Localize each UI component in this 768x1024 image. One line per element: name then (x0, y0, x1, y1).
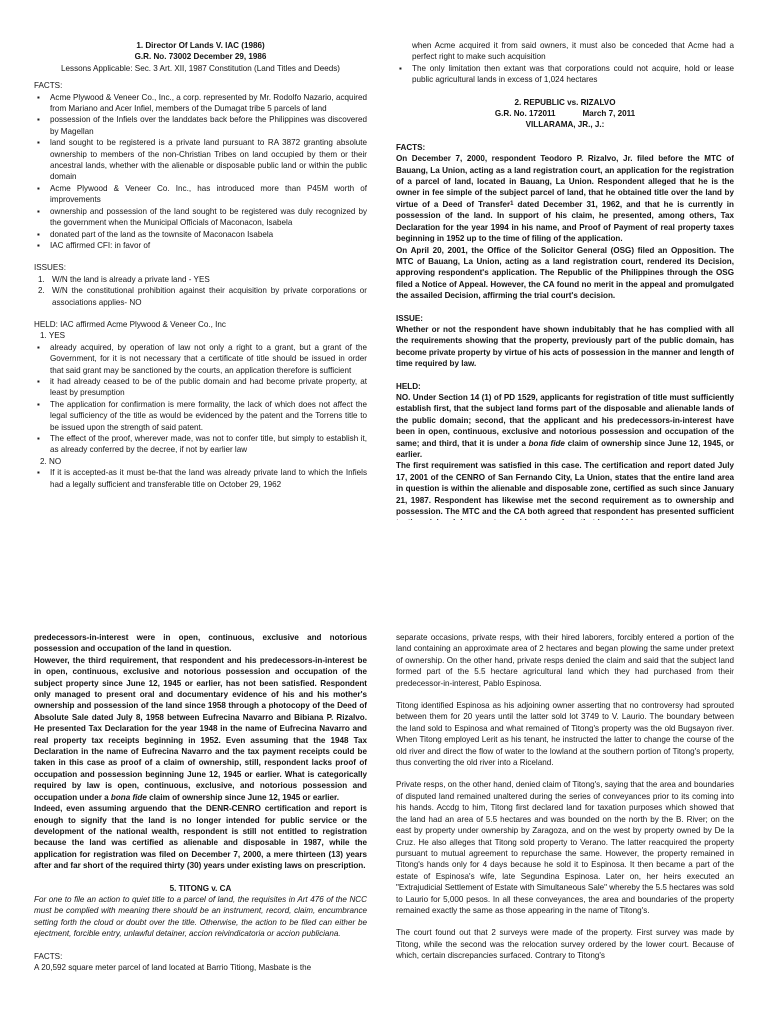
issue-heading: ISSUE: (396, 313, 423, 323)
right-column (396, 40, 734, 529)
facts-paragraph: Titong identified Espinosa as his adjoining owner asserting that no controversy had sprouted between them for 20 years until the latter sold lot 3749 to V. Laurio. The boundary between the land sold to Espinosa and what remained of Titong's property was the old Bugsayon river. When Titong employed Lerit as his tenant, he instructed the latter to change the course of the old river and direct the flow of water to the lowland at the southern portion of Titong's property, thus converting the old river into a Riceland. (396, 701, 734, 768)
facts-paragraph: The court found out that 2 surveys were made of the property. First survey was made by Titong, while the second was the relocation survey ordered by the lower court. Because of which, certain discrepancies surfaced. Contrary to Titong's (396, 928, 734, 961)
list-item: ▪ land sought to be registered is a private land pursuant to RA 3872 granting absolute ownership to members of the non-Christian Tribes on land occupied by them or their ancestral lands, whether with the alienable or disposable public land or within the public domain (34, 137, 367, 183)
facts-paragraph: On April 20, 2001, the Office of the Solicitor General (OSG) filed an Opposition. The MTC of Bauang, La Union, acting as a land registration court, rendered its Decision, approving respondent's application. The Republic of the Philippines through the OSG filed a Notice of Appeal. However, the CA found no merit in the appeal and promulgated the assailed Decision, affirming the trial court's decision. (396, 245, 734, 301)
continued-text: when Acme acquired it from said owners, it must also be conceded that Acme had a perfect right to make such acquisition (412, 41, 734, 62)
facts-paragraph: A 20,592 square meter parcel of land located at Barrio Titiong, Masbate is the (34, 962, 312, 972)
list-item (34, 274, 367, 285)
list-item: ▪ The only limitation then extant was that corporations could not acquire, hold or lease public agricultural lands in excess of 1,024 hectares (396, 63, 734, 86)
case-intro: For one to file an action to quiet title to a parcel of land, the requisites in Art 476 of the NCC must be complied with meaning there should be an instrument, record, claim, encumbrance setting forth the cloud or doubt over the title. Otherwise, the action to be filed can either be ejectment, forcible entry, unlawful detainer, accion reivindicatoria or accion publiciana. (34, 894, 367, 939)
case-title: 2. REPUBLIC vs. RIZALVO (514, 97, 616, 107)
held-paragraph (34, 655, 367, 803)
facts-paragraph: Private resps, on the other hand, denied claim of Titong's, saying that the area and boundaries of disputed land remained unaltered during the series of conveyances prior to its coming into his hands. Accdg to him, Titong first declared land for taxation purposes which showed that the land had an area of 5.5 hectares and was bounded on the north by the B. River; on the east by property under ownership by Zaragoza, and on the west by property owned by De la Cruz. He also alleges that Titong sold property to Verano. The latter reacquired the property pursuant to mutual agreement to repurchase the same. However, the property remained in Titong's hands only for 4 days because he sold it to Espinosa. It then became a part of the estate of Espinosa's wife, late Segundina Espinosa. Later on, her heirs executed an "Extrajudicial Settlement of Estate with Simultaneous Sale" whereby the 5.5 hectares was sold to Laurio for 5,000 pesos. In all these conveyances, the area and boundaries of the property remained exactly the same as those appearing in the name of Titong's. (396, 780, 734, 915)
facts-heading: FACTS: (396, 142, 426, 152)
held-paragraph (396, 392, 734, 460)
list-item: ▪ The effect of the proof, wherever made, was not to confer title, but simply to establish it, as already conferred by the decree, if not by earlier law (34, 433, 367, 456)
case-title: 1. Director Of Lands V. IAC (1986) (136, 41, 265, 50)
held-italic: bona fide (110, 792, 147, 802)
list-item: ▪ already acquired, by operation of law not only a right to a grant, but a grant of the Government, for it is not necessary that a certificate of title should be issued in order that said grant may be sanctioned by the courts, an application therefore is sufficient (34, 342, 367, 376)
ponente: VILLARAMA, JR., J.: (525, 120, 605, 130)
right-column (396, 632, 734, 962)
facts-text: dated December 31, 1962, and that he is currently in possession of the land. In support of his claim, he presented, among others, Tax Declaration for the year 1994 in his name, and Proof of Payment of real property taxes beginning in 1952 up to the time of filing of the application. (396, 199, 734, 244)
held-paragraph: predecessors-in-interest were in open, continuous, exclusive and notorious possession and occupation of the land in question. (34, 633, 367, 654)
held-heading: HELD: (396, 381, 421, 391)
document-page-2 (0, 596, 768, 1024)
footnote-marker: 1 (510, 200, 514, 207)
held-italic: bona fide (528, 438, 565, 448)
list-item: ▪ donated part of the land as the townsite of Maconacon Isabela (34, 229, 367, 240)
held-1-list (34, 342, 367, 456)
list-number: 1. (38, 274, 45, 284)
list-item: ▪ possession of the Infiels over the landdates back before the Philippines was discovered by Magellan (34, 114, 367, 137)
held-2-list (34, 467, 367, 490)
facts-heading: FACTS: (34, 951, 63, 961)
list-number: 2. (38, 286, 45, 296)
facts-heading: FACTS: (34, 81, 63, 91)
list-item: ▪ Acme Plywood & Veneer Co., Inc., a corp. represented by Mr. Rodolfo Nazario, acquired from Mariano and Acer Infiel, members of the Dumagat tribe 5 parcels of land (34, 92, 367, 115)
case-grno: G.R. No. 73002 December 29, 1986 (134, 52, 267, 62)
held-number-2: 2. NO (40, 456, 62, 466)
facts-paragraph: separate occasions, private resps, with their hired laborers, forcibly entered a portion of the land containing an approximate area of 2 hectares and began plowing the same under pretext of ownership. On the other hand, private resps denied the claim and said that the subject land formed part of the 5.5 hectare agricultural land which they had purchased from their predecessor-in-interest, Pablo Espinosa. (396, 633, 734, 688)
left-column (34, 40, 367, 490)
continued-list (396, 63, 734, 86)
list-item: ▪ If it is accepted-as it must be-that the land was already private land to which the Infiels had a legally sufficient and transferable title on October 29, 1962 (34, 467, 367, 490)
facts-list (34, 92, 367, 252)
page-gap (0, 520, 768, 596)
facts-text: On December 7, 2000, respondent Teodoro P. Rizalvo, Jr. filed before the MTC of Bauang, La Union, acting as a land registration court, an application for the registration of a parcel of land, located in Bauang, La Union. Respondent alleged that he is the owner in fee simple of the subject parcel of land, that he obtained title over the land by virtue of a Deed of Transfer (396, 154, 734, 209)
issues-list (34, 274, 367, 308)
issue-paragraph: Whether or not the respondent have shown indubitably that he has complied with all the requirements showing that the property, previously part of the public domain, has become private property by virtue of his acts of possession in the manner and length of time required by law. (396, 324, 734, 369)
case-grno: G.R. No. 172011 March 7, 2011 (494, 109, 636, 119)
held-text: claim of ownership since June 12, 1945 or earlier. (146, 792, 339, 802)
held-paragraph: The first requirement was satisfied in this case. The certification and report dated July 17, 2001 of the CENRO of San Fernando City, La Union, states that the entire land area in question is within the alienable and disposable zone, certified as such since January 21, 1987. Respondent has likewise met the second requirement as to ownership and possession. The MTC and the CA both agreed that respondent has presented sufficient (396, 461, 734, 517)
held-text: NO. Under Section 14 (1) of PD 1529, applicants for registration of title must sufficiently establish first, that the subject land forms part of the disposable and alienable lands of the public domain; second, that the applicant and his predecessors-in-interest have been in open, continuous, exclusive and notorious possession and occupation of the same; and third, that it is under a (396, 392, 734, 448)
held-number-1: 1. YES (40, 331, 66, 341)
issues-heading: ISSUES: (34, 263, 66, 273)
held-text: However, the third requirement, that respondent and his predecessors-in-interest be in open, continuous, exclusive and notorious possession and occupation of the subject property since June 12, 1945 or earlier, has not been satisfied. Respondent only managed to present oral and documentary evidence of his and his mother's ownership and possession of the land since 1958 through a photocopy of the Deed of Absolute Sale dated July 8, 1958 between Eufrecina Navarro and Bibiana P. Rizalvo. He presented Tax Declaration for the year 1948 in the name of Eufrecina Navarro and real property tax receipts beginning in 1952. Even assuming that the 1948 Tax Declaration in the name of Eufrecina Navarro and the tax payment receipts could be taken in this case as proof of a claim of ownership, still, respondent lacks proof of occupation and possession beginning June 12, 1945 or earlier. What is categorically required by law is open, continuous, exclusive, and notorious possession and occupation under a (34, 655, 367, 802)
held-paragraph: Indeed, even assuming arguendo that the DENR-CENRO certification and report is enough to signify that the land is no longer intended for public service or the development of the national wealth, respondent is still not entitled to registration because the land was certified as alienable and disposable in 1987, while the application for registration was filed on December 7, 2000, a mere thirteen (13) years after and far short of the required thirty (30) years under existing laws on prescription. (34, 804, 367, 871)
list-item (34, 285, 367, 308)
held-heading: HELD: IAC affirmed Acme Plywood & Veneer Co., Inc (34, 319, 226, 329)
list-item: ▪ Acme Plywood & Veneer Co. Inc., has introduced more than P45M worth of improvements (34, 183, 367, 206)
list-item: ▪ The application for confirmation is mere formality, the lack of which does not affect the legal sufficiency of the title as would be evidenced by the patent and the Torrens title to be issued upon the strength of said patent. (34, 399, 367, 433)
issue-text: W/N the land is already a private land - YES (52, 274, 210, 284)
facts-paragraph (396, 153, 734, 244)
list-item: ▪ it had already ceased to be of the public domain and had become private property, at least by presumption (34, 376, 367, 399)
list-item: ▪ ownership and possession of the land sought to be registered was duly recognized by the government when the Municipal Officials of Maconacon, Isabela (34, 206, 367, 229)
left-column (34, 632, 367, 973)
lessons-applicable: Lessons Applicable: Sec. 3 Art. XII, 1987 Constitution (Land Titles and Deeds) (61, 63, 340, 73)
list-item: ▪ IAC affirmed CFI: in favor of (34, 240, 367, 251)
case-title: 5. TITONG v. CA (169, 883, 232, 893)
held-text: claim of ownership since June 12, 1945, or earlier. (396, 438, 734, 459)
issue-text: W/N the constitutional prohibition against their acquisition by private corporations or associations applies- NO (52, 286, 367, 307)
